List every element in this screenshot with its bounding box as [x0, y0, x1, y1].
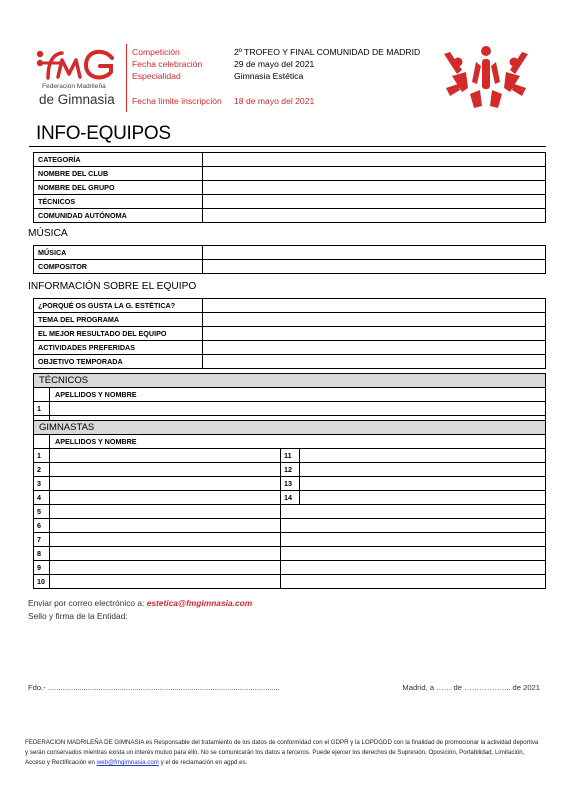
- name-input[interactable]: [50, 505, 281, 519]
- name-input[interactable]: [50, 491, 281, 505]
- field-label: NOMBRE DEL GRUPO: [34, 181, 203, 195]
- name-input[interactable]: [50, 533, 281, 547]
- field-input[interactable]: [203, 327, 546, 341]
- field-label: CATEGORÍA: [34, 153, 203, 167]
- field-input[interactable]: [203, 153, 546, 167]
- fecha-celebracion-label: Fecha celebración: [132, 59, 203, 69]
- row-number: 9: [34, 561, 50, 575]
- name-input[interactable]: [281, 505, 546, 519]
- send-prefix: Enviar por correo electrónico a:: [28, 598, 147, 608]
- title-underline: [29, 146, 546, 147]
- name-input[interactable]: [281, 519, 546, 533]
- field-input[interactable]: [203, 195, 546, 209]
- number-cell: [34, 388, 50, 402]
- row-number: 10: [34, 575, 50, 589]
- field-label: EL MEJOR RESULTADO DEL EQUIPO: [34, 327, 203, 341]
- field-input[interactable]: [203, 341, 546, 355]
- header-divider: [126, 44, 127, 112]
- name-input[interactable]: [50, 449, 281, 463]
- table-row: [34, 153, 546, 167]
- table-row: [34, 402, 546, 416]
- date-line: Madrid, a …… de …………….... de 2021: [402, 683, 540, 692]
- name-input[interactable]: [50, 463, 281, 477]
- competicion-label: Competición: [132, 47, 180, 57]
- row-number: 2: [34, 463, 50, 477]
- table-row: [34, 388, 546, 402]
- field-label: TÉCNICOS: [34, 195, 203, 209]
- table-row: [34, 209, 546, 223]
- name-input[interactable]: [50, 519, 281, 533]
- legal-email-link[interactable]: web@fmgimnasia.com: [96, 759, 159, 767]
- field-input[interactable]: [203, 181, 546, 195]
- row-number: 6: [34, 519, 50, 533]
- musica-table: [33, 245, 546, 274]
- field-label: ACTIVIDADES PREFERIDAS: [34, 341, 203, 355]
- field-input[interactable]: [203, 167, 546, 181]
- fmg-logo-icon: [34, 48, 118, 82]
- row-number: 8: [34, 547, 50, 561]
- name-input[interactable]: [50, 477, 281, 491]
- field-input[interactable]: [203, 299, 546, 313]
- tecnicos-band: TÉCNICOS: [34, 374, 546, 388]
- legal-notice: [25, 738, 541, 769]
- fmg-logo: [30, 46, 122, 116]
- send-email-link[interactable]: estetica@fmgimnasia.com: [146, 598, 253, 608]
- table-row: [34, 181, 546, 195]
- table-row: [34, 547, 546, 561]
- row-number: 11: [281, 449, 300, 463]
- table-row: [34, 449, 546, 463]
- legal-text-part1: FEDERACION MADRILEÑA DE GIMNASIA es Responsable del tratamiento de los datos de conformidad con el GDPR y la LOPDGDD con la finalidad de promocionar la actividad deportiva y serán conservados mientras exista un interés mutuo para ello. No se comunicarán los datos a terceros. Puede ejercer los derechos de Supresión, Oposición, Portabilidad, Limitación, Acceso y Rectificación en: [25, 739, 539, 767]
- row-number: 4: [34, 491, 50, 505]
- table-row: [34, 463, 546, 477]
- table-row: [34, 260, 546, 274]
- row-number: 14: [281, 491, 300, 505]
- table-row: [34, 195, 546, 209]
- table-row: [34, 561, 546, 575]
- field-input[interactable]: [203, 246, 546, 260]
- legal-text-part2: y el de reclamación en agpd.es.: [158, 759, 248, 767]
- name-input[interactable]: [50, 561, 281, 575]
- org-name-line2: de Gimnasia: [39, 92, 115, 107]
- send-instructions: [28, 598, 252, 608]
- table-row: [34, 575, 546, 589]
- column-header: APELLIDOS Y NOMBRE: [50, 388, 546, 402]
- page-title: INFO-EQUIPOS: [36, 123, 171, 144]
- table-row: [34, 355, 546, 369]
- info-table: [33, 298, 546, 369]
- gimnastas-table: [33, 420, 546, 589]
- name-input[interactable]: [300, 463, 546, 477]
- row-number: 7: [34, 533, 50, 547]
- especialidad-value: Gimnasia Estética: [234, 71, 304, 81]
- equipo-table: [33, 152, 546, 223]
- row-number: 1: [34, 449, 50, 463]
- row-number: 1: [34, 402, 50, 416]
- field-label: ¿PORQUÉ OS GUSTA LA G. ESTÉTICA?: [34, 299, 203, 313]
- competicion-value: 2º TROFEO Y FINAL COMUNIDAD DE MADRID: [234, 47, 421, 57]
- field-label: NOMBRE DEL CLUB: [34, 167, 203, 181]
- table-row: [34, 374, 546, 388]
- especialidad-label: Especialidad: [132, 71, 181, 81]
- field-label: OBJETIVO TEMPORADA: [34, 355, 203, 369]
- gimnastas-band: GIMNASTAS: [34, 421, 546, 435]
- row-number: 3: [34, 477, 50, 491]
- table-row: [34, 327, 546, 341]
- field-label: MÚSICA: [34, 246, 203, 260]
- fecha-limite-label: Fecha límite inscripción: [132, 96, 222, 106]
- name-input[interactable]: [50, 575, 281, 589]
- table-row: [34, 477, 546, 491]
- row-number: 12: [281, 463, 300, 477]
- row-number: 13: [281, 477, 300, 491]
- table-row: [34, 505, 546, 519]
- signature-line: Fdo.- ..............................................................................................................: [28, 683, 280, 692]
- table-row: [34, 341, 546, 355]
- dancers-logo-icon: [440, 44, 532, 110]
- field-label: COMPOSITOR: [34, 260, 203, 274]
- table-row: [34, 299, 546, 313]
- info-section-title: INFORMACIÓN SOBRE EL EQUIPO: [28, 281, 197, 292]
- field-input[interactable]: [203, 260, 546, 274]
- number-cell: [34, 435, 50, 449]
- name-input[interactable]: [50, 547, 281, 561]
- table-row: [34, 519, 546, 533]
- name-input[interactable]: [281, 575, 546, 589]
- table-row: [34, 421, 546, 435]
- field-input[interactable]: [203, 355, 546, 369]
- table-row: [34, 246, 546, 260]
- table-row: [34, 167, 546, 181]
- name-input[interactable]: [50, 402, 546, 416]
- name-input[interactable]: [281, 561, 546, 575]
- name-input[interactable]: [281, 547, 546, 561]
- field-input[interactable]: [203, 209, 546, 223]
- org-name-line1: Federación Madrileña: [42, 83, 106, 90]
- column-header: APELLIDOS Y NOMBRE: [50, 435, 546, 449]
- name-input[interactable]: [300, 449, 546, 463]
- fecha-limite-value: 18 de mayo del 2021: [234, 96, 315, 106]
- table-row: [34, 533, 546, 547]
- fecha-celebracion-value: 29 de mayo del 2021: [234, 59, 315, 69]
- name-input[interactable]: [300, 477, 546, 491]
- name-input[interactable]: [281, 533, 546, 547]
- table-row: [34, 435, 546, 449]
- name-input[interactable]: [300, 491, 546, 505]
- field-label: COMUNIDAD AUTÓNOMA: [34, 209, 203, 223]
- table-row: [34, 491, 546, 505]
- table-row: [34, 313, 546, 327]
- row-number: 5: [34, 505, 50, 519]
- field-label: TEMA DEL PROGRAMA: [34, 313, 203, 327]
- seal-signature-label: Sello y firma de la Entidad:: [28, 611, 128, 621]
- field-input[interactable]: [203, 313, 546, 327]
- musica-section-title: MÚSICA: [28, 228, 68, 239]
